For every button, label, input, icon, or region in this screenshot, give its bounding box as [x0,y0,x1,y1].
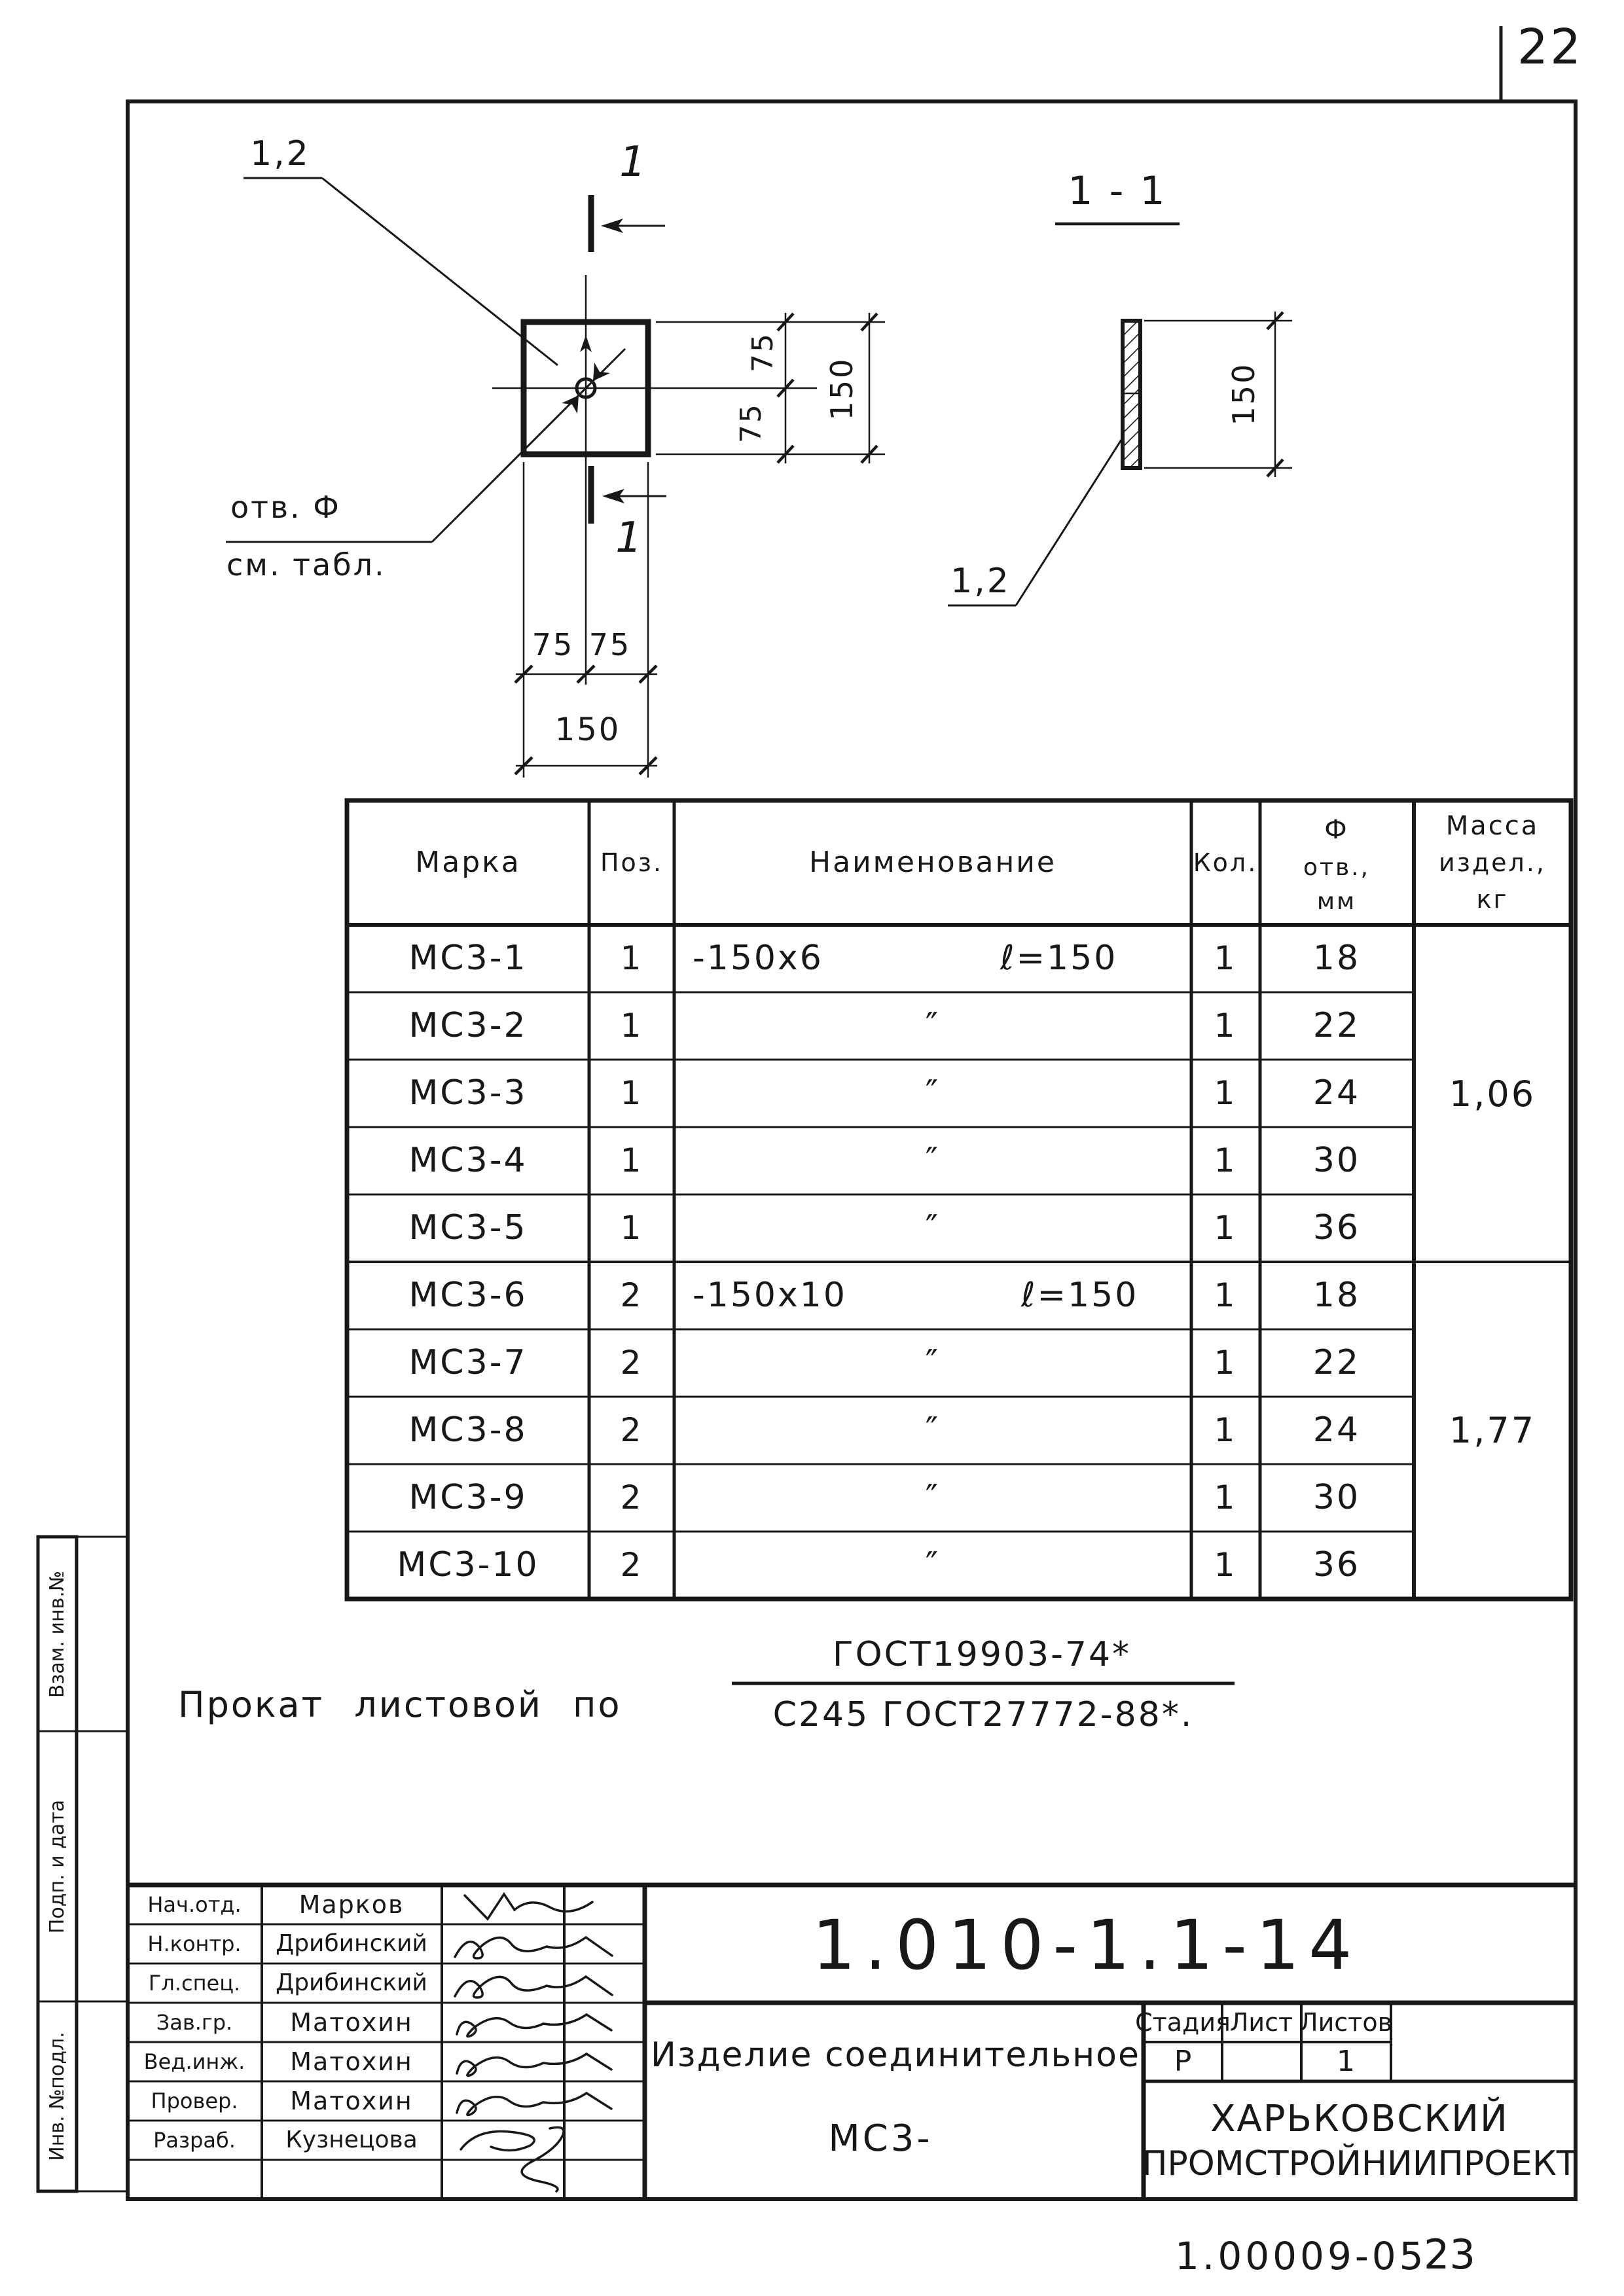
section-detail-label: 1,2 [950,562,1011,601]
footer-code: 1.00009-05 [1175,2234,1427,2278]
signature [448,1929,645,1962]
cell-ditto: ″ [925,1478,941,1517]
cell-len: ℓ=150 [1000,939,1118,978]
sheets-value: 1 [1337,2045,1355,2078]
footer-page: 23 [1424,2231,1475,2278]
cell-mark: МС3-6 [408,1276,528,1315]
signer-name: Дрибинский [276,1930,427,1957]
cell-len: ℓ=150 [1021,1276,1139,1315]
subject-line2: МС3- [828,2117,933,2160]
col-header-dia-1: Ф [1324,815,1349,845]
signature [452,2087,648,2119]
cell-pos: 1 [620,1074,643,1112]
stage-label: Стадия [1135,2008,1231,2037]
cell-mark: МС3-7 [408,1343,528,1382]
cell-mark: МС3-2 [408,1006,528,1045]
signer-role: Провер. [151,2089,238,2113]
org-line1: ХАРЬКОВСКИЙ [1210,2098,1509,2140]
cell-dia: 36 [1312,1208,1361,1247]
cell-ditto: ″ [925,1073,941,1113]
signature [452,1890,641,1923]
margin-label-podp: Подп. и дата [46,1799,69,1934]
signer-name: Матохин [290,2087,413,2115]
plan-dim-bottom-left: 75 [532,627,575,662]
cell-qty: 1 [1214,1074,1237,1112]
cell-dia: 18 [1312,939,1361,978]
cell-mark: МС3-10 [397,1545,539,1585]
signer-role: Зав.гр. [156,2010,233,2035]
col-header-qty: Кол. [1193,848,1258,877]
section-title: 1 - 1 [1068,168,1167,214]
cell-qty: 1 [1214,1411,1237,1449]
cell-qty: 1 [1214,1344,1237,1382]
cell-qty: 1 [1214,1546,1237,1584]
plan-dim-bottom-right: 75 [588,627,632,662]
cell-dia: 24 [1312,1073,1361,1113]
mass-group-1: 1,06 [1449,1073,1536,1115]
cell-pos: 2 [620,1546,643,1584]
signer-role: Нач.отд. [147,1892,242,1917]
sheet-label: Лист [1229,2008,1293,2037]
cell-mark: МС3-9 [408,1478,528,1517]
hole-note-line1: отв. Ф [230,490,341,525]
signer-name: Марков [298,1890,405,1919]
cell-desc: -150x6 [693,939,823,978]
cell-pos: 1 [620,1209,643,1247]
plan-cut-label-top: 1 [619,138,648,187]
material-note-gost-top: ГОСТ19903-74* [832,1635,1132,1674]
cell-qty: 1 [1214,1209,1237,1247]
cell-pos: 2 [620,1479,643,1516]
signer-name: Матохин [290,2008,413,2037]
col-header-name: Наименование [809,846,1056,879]
cell-mark: МС3-8 [408,1410,528,1450]
signer-role: Разраб. [153,2128,236,2153]
signer-name: Дрибинский [276,1969,427,1996]
org-line2: ПРОМСТРОЙНИИПРОЕКТ [1142,2144,1578,2183]
mass-group-2: 1,77 [1449,1410,1536,1451]
cell-pos: 2 [620,1411,643,1449]
cell-dia: 24 [1312,1410,1361,1450]
cell-ditto: ″ [925,1410,941,1450]
stage-value: Р [1174,2045,1192,2078]
signature [448,1969,645,2001]
section-plate [1123,321,1140,468]
col-header-mass-3: кг [1476,885,1509,914]
material-note: Прокат листовой по [178,1684,622,1725]
hole-note-line2: см. табл. [226,547,386,583]
cell-dia: 22 [1312,1343,1361,1382]
plan-dim-bottom-total: 150 [554,711,621,748]
cell-qty: 1 [1214,1276,1237,1314]
cell-pos: 1 [620,1141,643,1179]
cell-ditto: ″ [925,1141,941,1180]
plan-dim-right-bottom: 75 [734,403,768,443]
margin-label-inv: Инв. №подл. [46,2032,69,2161]
cell-qty: 1 [1214,939,1237,977]
signer-role: Гл.спец. [148,1971,241,1996]
cell-mark: МС3-4 [408,1141,528,1180]
cell-ditto: ″ [925,1208,941,1247]
cell-mark: МС3-1 [408,939,528,978]
cell-ditto: ″ [925,1545,941,1585]
col-header-dia-2: отв., [1303,854,1371,881]
cell-mark: МС3-5 [408,1208,528,1247]
subject-line1: Изделие соединительное [651,2036,1140,2075]
signature [452,2047,648,2080]
page-number: 22 [1517,19,1583,75]
signer-role: Вед.инж. [143,2049,245,2074]
col-header-mark: Марка [415,846,521,879]
signer-name: Матохин [290,2047,413,2076]
plan-detail-label: 1,2 [250,134,310,173]
cell-pos: 1 [620,939,643,977]
cell-desc: -150x10 [693,1276,847,1315]
signer-name: Кузнецова [285,2126,418,2153]
cell-qty: 1 [1214,1479,1237,1516]
doc-number: 1.010-1.1-14 [812,1905,1362,1985]
signature [452,2008,648,2041]
cell-dia: 30 [1312,1141,1361,1180]
cell-dia: 30 [1312,1478,1361,1517]
cell-pos: 2 [620,1344,643,1382]
col-header-mass-1: Масса [1445,811,1540,841]
signer-role: Н.контр. [147,1931,242,1956]
cell-dia: 36 [1312,1545,1361,1585]
cell-ditto: ″ [925,1006,941,1045]
signature [452,2123,648,2195]
sheets-label: Листов [1299,2008,1392,2037]
cell-pos: 1 [620,1007,643,1045]
cell-mark: МС3-3 [408,1073,528,1113]
spec-table-lines [347,800,1571,1599]
cell-ditto: ″ [925,1343,941,1382]
plan-dim-right-top: 75 [746,332,780,372]
section-dim-height: 150 [1226,362,1261,426]
cell-pos: 2 [620,1276,643,1314]
plan-cut-label-bottom: 1 [615,514,644,562]
plan-dim-right-total: 150 [824,357,859,421]
cell-dia: 18 [1312,1276,1361,1315]
margin-label-vzam: Взам. инв.№ [46,1570,69,1698]
col-header-mass-2: издел., [1438,848,1547,877]
material-note-gost-bottom: С245 ГОСТ27772-88*. [772,1695,1194,1734]
plan-view [226,178,885,778]
cell-qty: 1 [1214,1007,1237,1045]
cell-dia: 22 [1312,1006,1361,1045]
cell-qty: 1 [1214,1141,1237,1179]
col-header-pos: Поз. [600,848,664,877]
col-header-dia-3: мм [1316,888,1357,915]
